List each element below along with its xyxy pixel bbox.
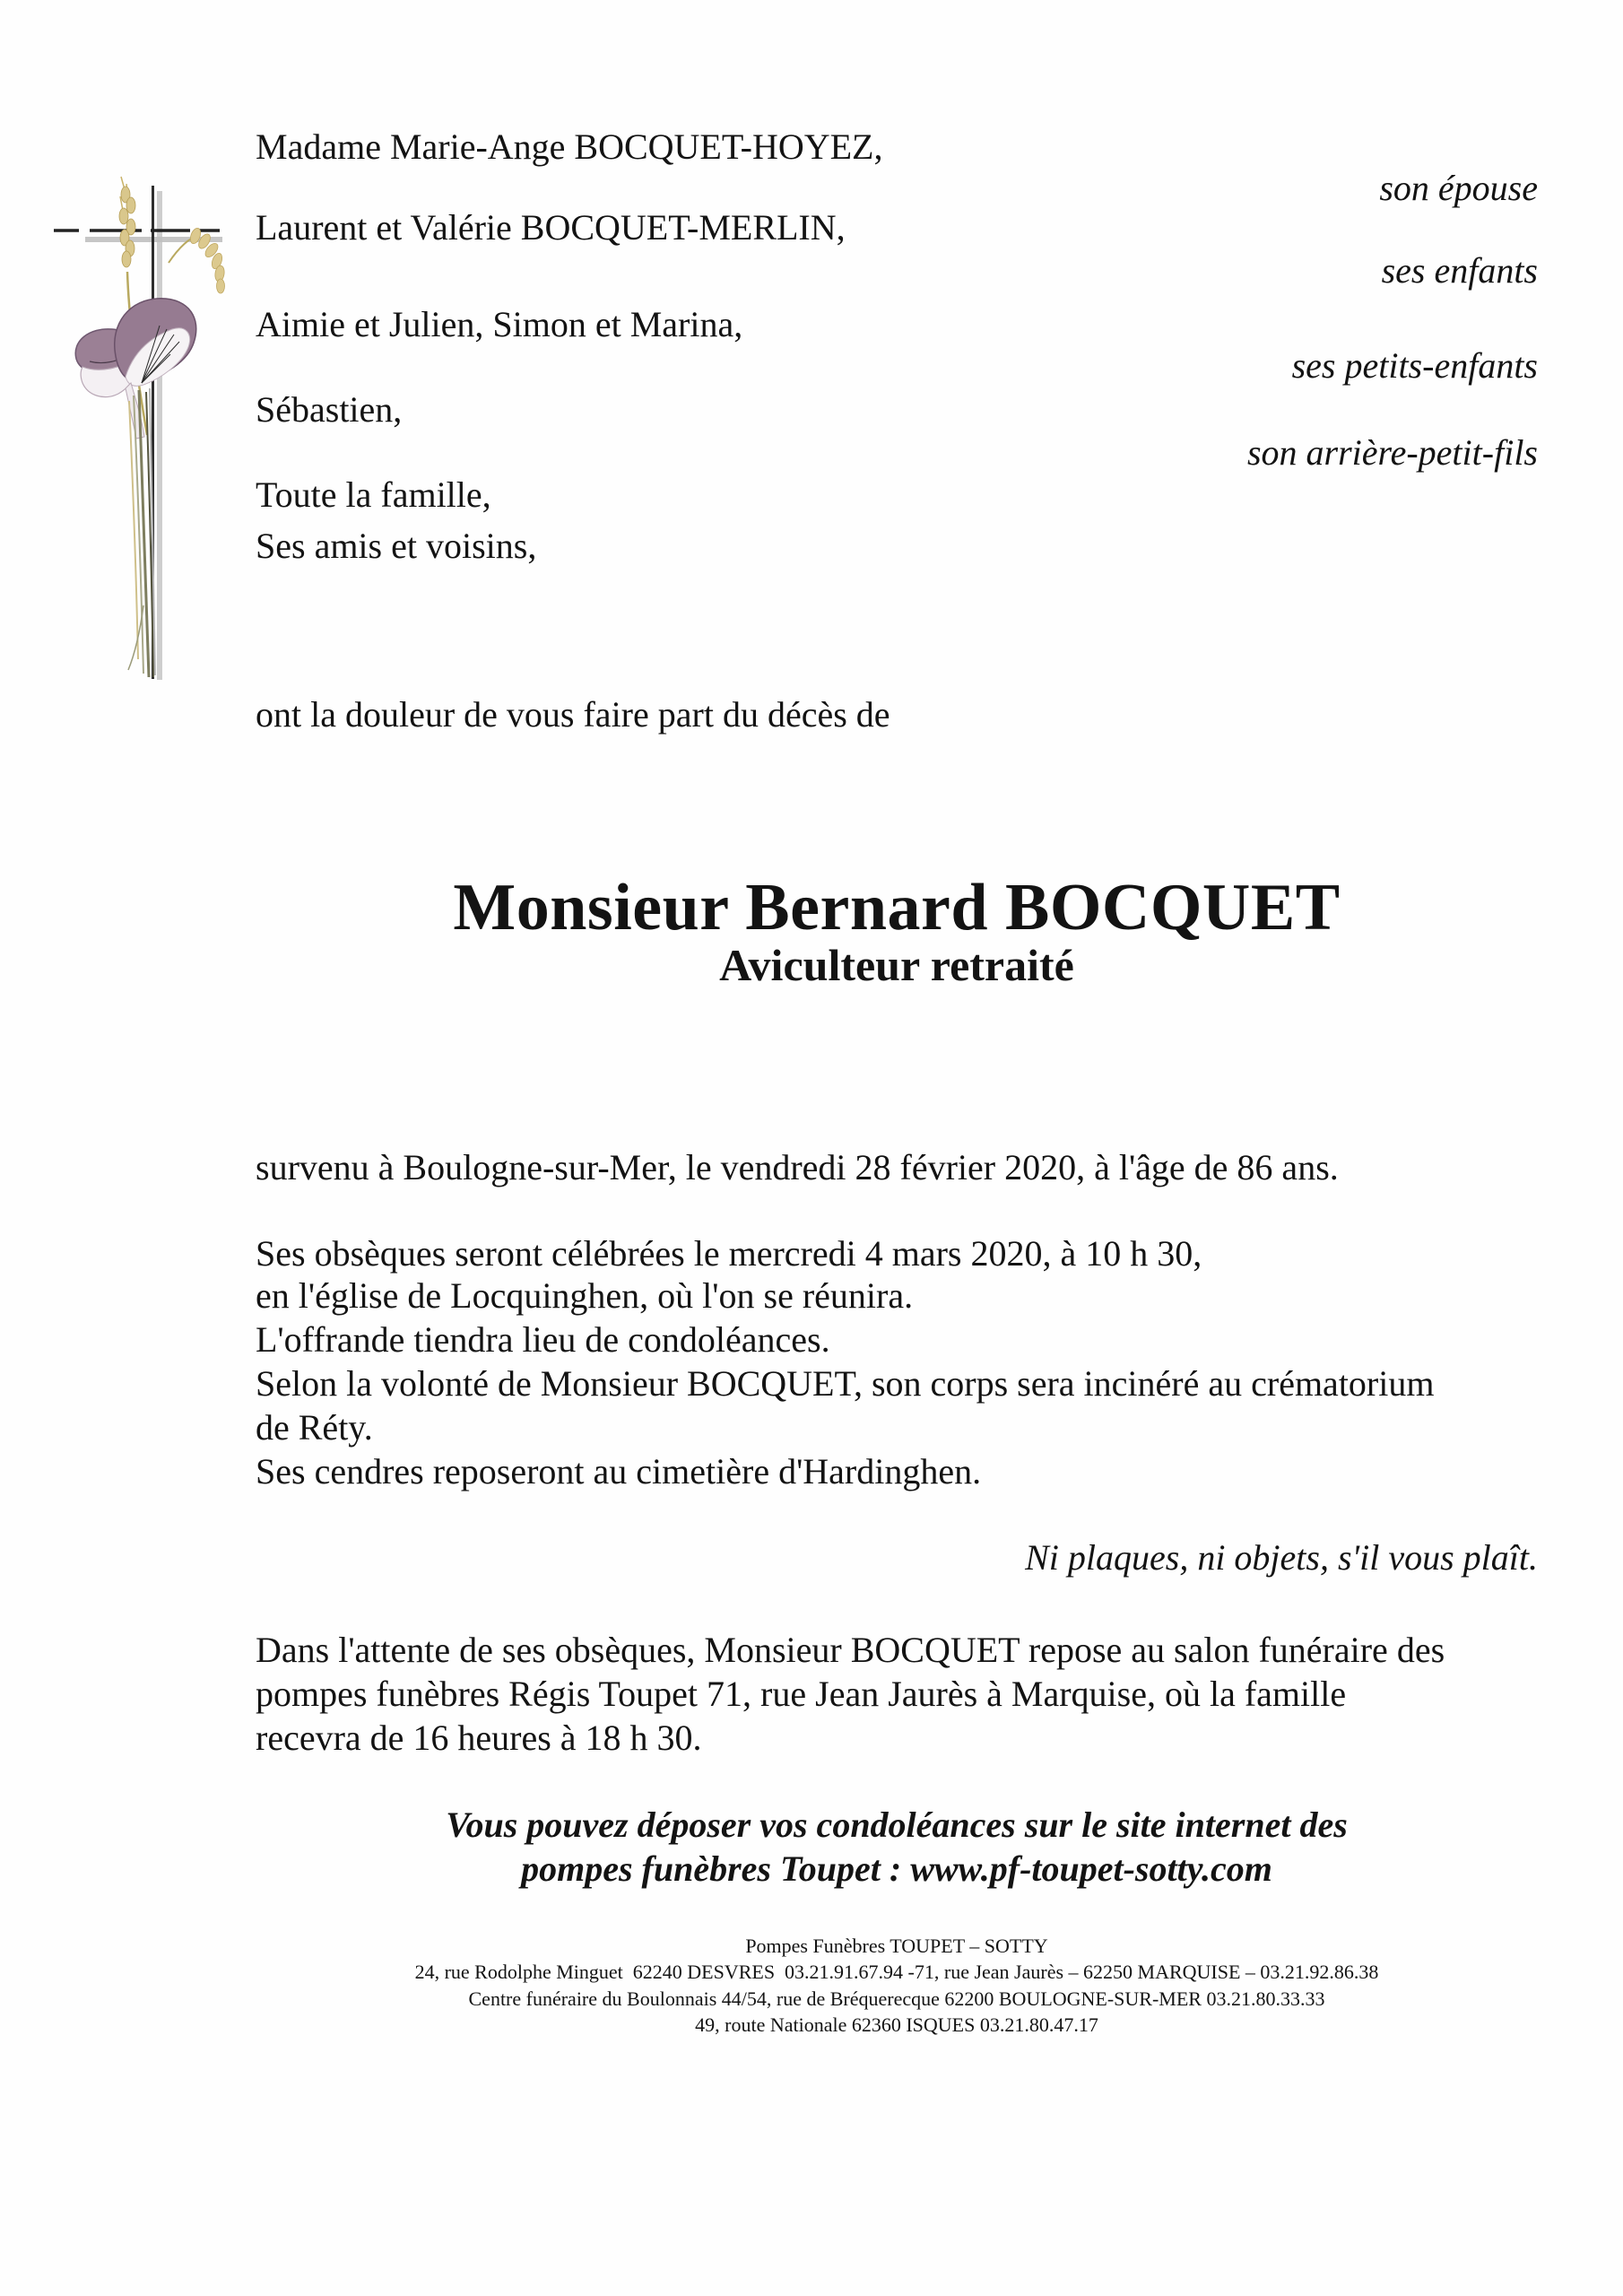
deceased-occupation: Aviculteur retraité [719,940,1074,990]
ceremony-line-1: Ses obsèques seront célébrées le mercredi 4 mars 2020, à 10 h 30, [256,1233,1202,1274]
visitation-line-3: recevra de 16 heures à 18 h 30. [256,1718,702,1758]
funeral-home-address-3: 49, route Nationale 62360 ISQUES 03.21.80.47.17 [695,2013,1098,2036]
announcer-name-3: Aimie et Julien, Simon et Marina, [256,304,743,344]
condolences-line-1: Vous pouvez déposer vos condoléances sur le site internet des [446,1805,1348,1845]
visitation-line-2: pompes funèbres Régis Toupet 71, rue Jean Jaurès à Marquise, où la famille [256,1674,1347,1714]
announcer-name-5: Toute la famille, [256,474,491,515]
condolences-line-2: pompes funèbres Toupet : www.pf-toupet-sotty.com [521,1848,1272,1889]
visitation-line-1: Dans l'attente de ses obsèques, Monsieur BOCQUET repose au salon funéraire des [256,1630,1445,1670]
funeral-home-name: Pompes Funèbres TOUPET – SOTTY [745,1935,1048,1957]
wheat-ear-right [169,227,225,293]
request-note: Ni plaques, ni objets, s'il vous plaît. [1025,1537,1538,1578]
gray-cross-vertical [157,191,162,680]
ceremony-line-6: Ses cendres reposeront au cimetière d'Hardinghen. [256,1451,982,1492]
ceremony-line-4: Selon la volonté de Monsieur BOCQUET, son corps sera incinéré au crématorium [256,1363,1435,1404]
funeral-home-address-2: Centre funéraire du Boulonnais 44/54, rue de Bréquerecque 62200 BOULOGNE-SUR-MER 03.21.80.33.33 [468,1987,1325,2010]
announcer-relation-1: son épouse [1379,168,1538,208]
announcer-name-6: Ses amis et voisins, [256,526,537,566]
cross-lilies-wheat-illustration [36,175,242,691]
announcer-relation-3: ses petits-enfants [1291,345,1538,386]
funeral-home-address-1: 24, rue Rodolphe Minguet 62240 DESVRES 03.21.91.67.94 -71, rue Jean Jaurès – 62250 MARQUISE – 03.21.92.86.38 [414,1961,1379,1983]
announcer-name-2: Laurent et Valérie BOCQUET-MERLIN, [256,207,846,248]
ceremony-line-2: en l'église de Locquinghen, où l'on se réunira. [256,1275,914,1316]
announcer-name-4: Sébastien, [256,389,403,430]
announcement-intro: ont la douleur de vous faire part du décès de [256,694,890,735]
announcer-name-1: Madame Marie-Ange BOCQUET-HOYEZ, [256,126,883,167]
death-notice: survenu à Boulogne-sur-Mer, le vendredi 28 février 2020, à l'âge de 86 ans. [256,1147,1339,1187]
calla-lily-right [115,299,196,439]
ceremony-line-5: de Réty. [256,1407,373,1448]
deceased-name: Monsieur Bernard BOCQUET [453,871,1341,944]
announcer-relation-2: ses enfants [1381,250,1538,291]
ceremony-line-3: L'offrande tiendra lieu de condoléances. [256,1319,830,1360]
stems [128,388,155,677]
announcer-relation-4: son arrière-petit-fils [1246,432,1538,473]
